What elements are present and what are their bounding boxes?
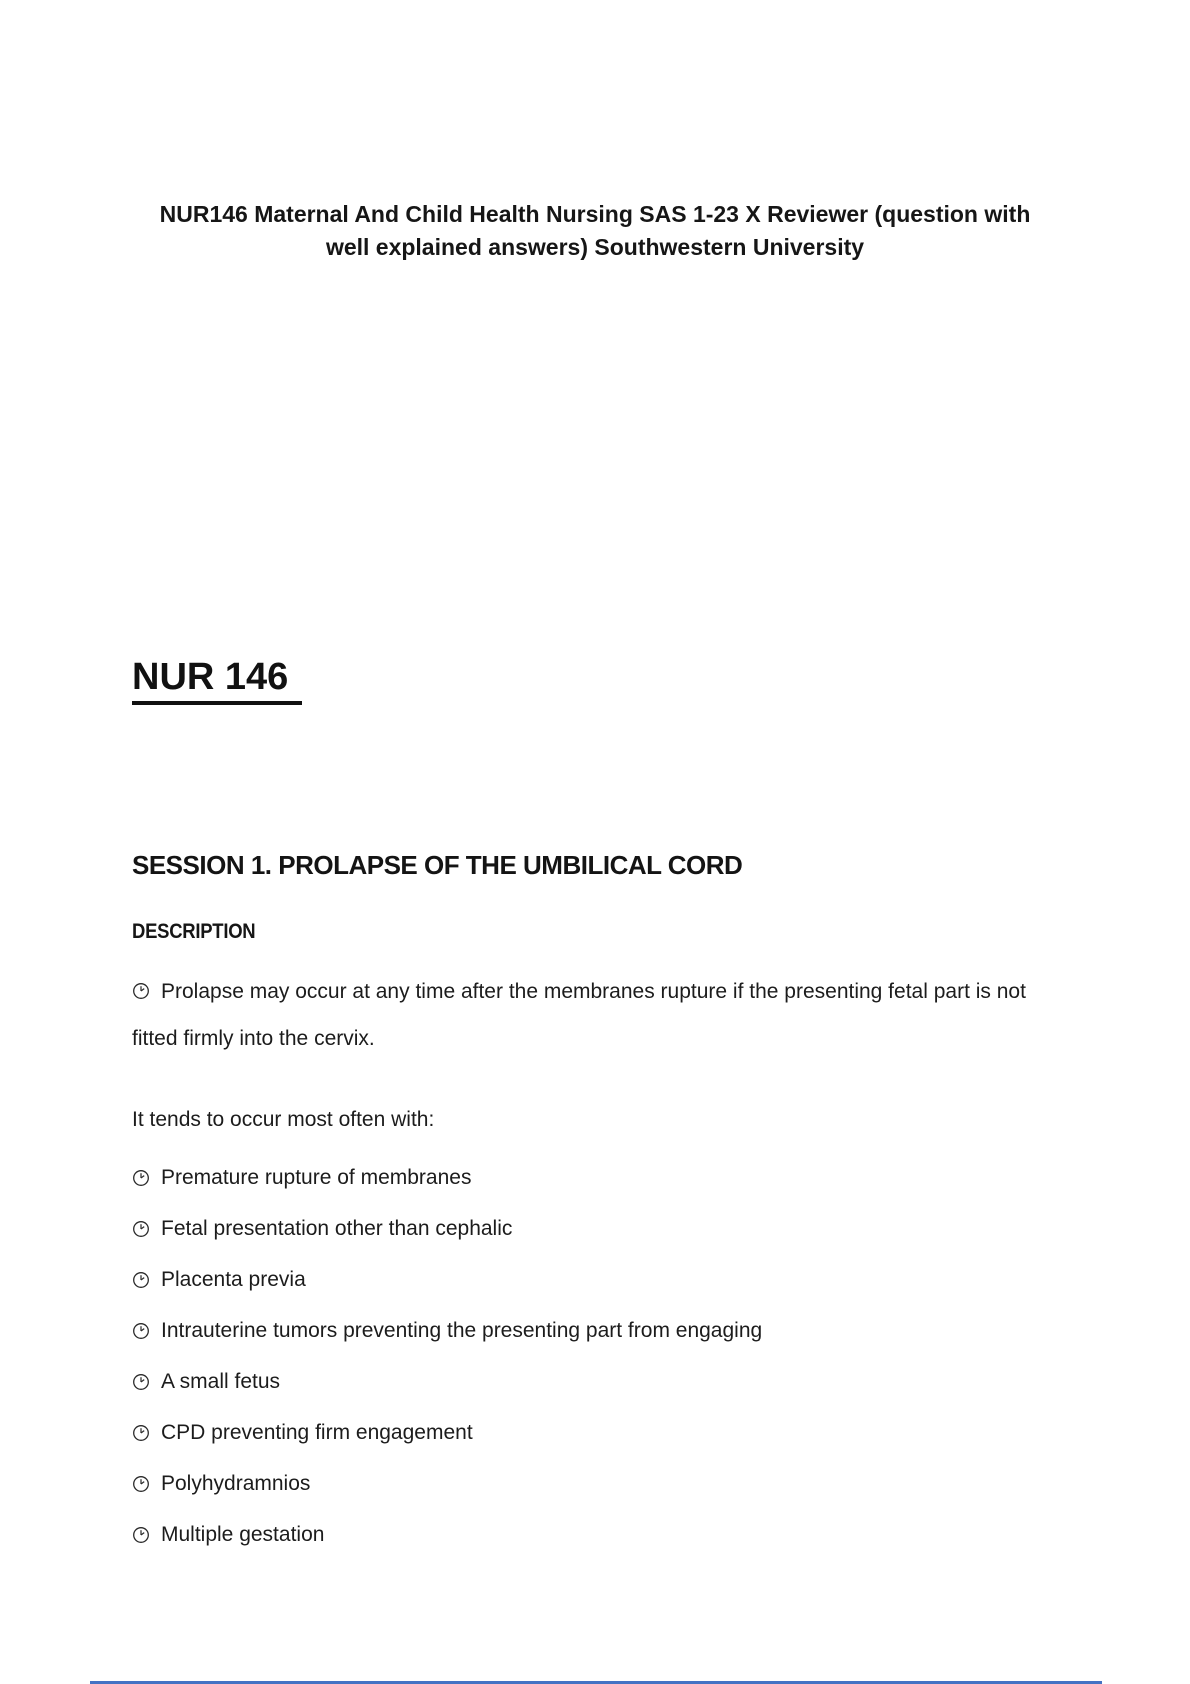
factor-list [132, 1152, 1062, 1560]
description-label: DESCRIPTION [132, 920, 256, 943]
list-item [132, 1152, 1062, 1203]
document-title: NUR146 Maternal And Child Health Nursing SAS 1-23 X Reviewer (question with well explained answers) Southwestern University [159, 201, 1031, 260]
clock-icon [132, 1271, 150, 1289]
clock-icon [132, 1424, 150, 1442]
list-item-text: A small fetus [161, 1369, 281, 1393]
list-item [132, 1458, 1062, 1509]
clock-icon [132, 982, 150, 1000]
list-item-text: Multiple gestation [161, 1522, 325, 1546]
session-heading: SESSION 1. PROLAPSE OF THE UMBILICAL CORD [132, 850, 743, 880]
clock-icon [132, 1373, 150, 1391]
list-item [132, 1407, 1062, 1458]
clock-icon [132, 1220, 150, 1238]
clock-icon [132, 1475, 150, 1493]
list-item [132, 1254, 1062, 1305]
list-item-text: Intrauterine tumors preventing the presenting part from engaging [161, 1318, 763, 1342]
list-item [132, 1509, 1062, 1560]
description-text: Prolapse may occur at any time after the membranes rupture if the presenting fetal part is not fitted firmly into the cervix. [132, 980, 1026, 1050]
list-item-text: Premature rupture of membranes [161, 1165, 472, 1189]
list-item-text: Polyhydramnios [161, 1471, 311, 1495]
list-item [132, 1305, 1062, 1356]
list-item-text: CPD preventing firm engagement [161, 1420, 473, 1444]
clock-icon [132, 1526, 150, 1544]
course-code-heading: NUR 146 [132, 656, 302, 705]
description-paragraph [132, 968, 1062, 1062]
list-item [132, 1203, 1062, 1254]
list-item [132, 1356, 1062, 1407]
clock-icon [132, 1322, 150, 1340]
list-item-text: Placenta previa [161, 1267, 306, 1291]
intro-line: It tends to occur most often with: [132, 1108, 435, 1131]
list-item-text: Fetal presentation other than cephalic [161, 1216, 513, 1240]
clock-icon [132, 1169, 150, 1187]
